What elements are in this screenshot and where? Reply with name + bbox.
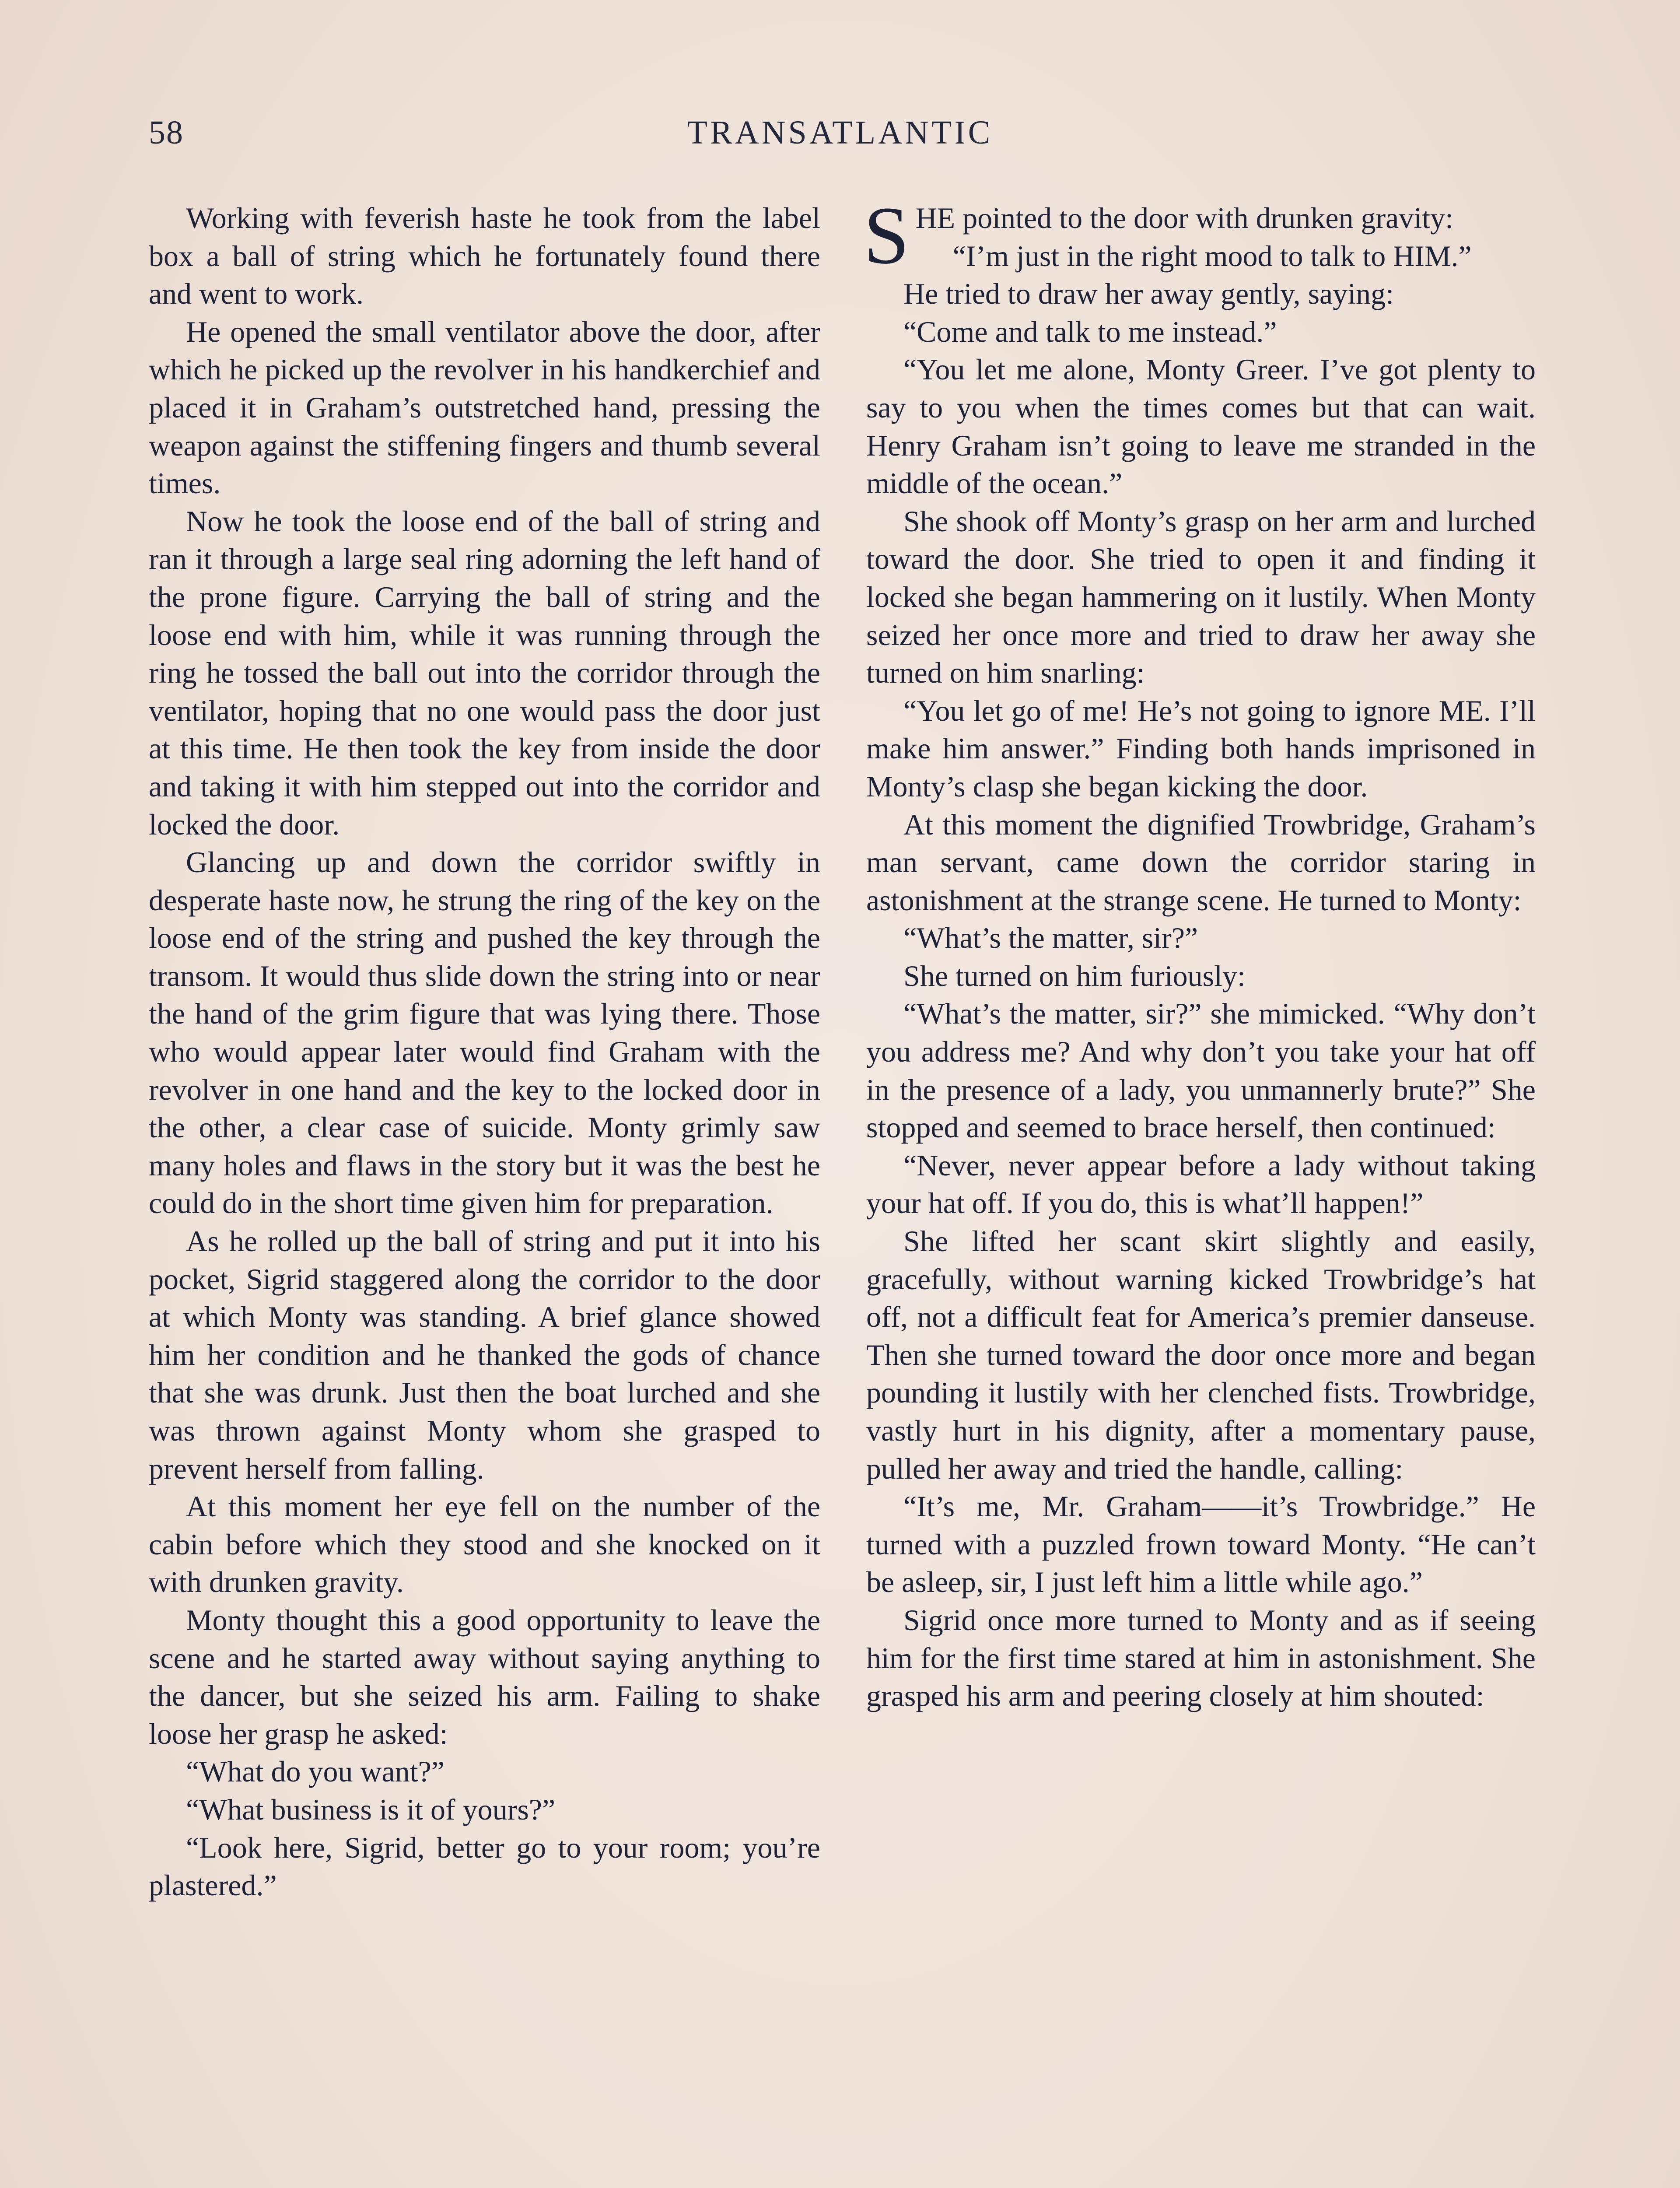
paragraph: “What do you want?” [186,1755,444,1788]
paragraph: “You let go of me! He’s not going to ignore ME. I’ll make him answer.” Finding both hands imprisoned in Monty’s clasp she began kicking the door. [866,694,1536,803]
opening-text: HE pointed to the door with drunken gravity: [915,201,1454,235]
page-number: 58 [149,114,184,151]
running-title: TRANSATLANTIC [687,114,993,151]
paragraph: Sigrid once more turned to Monty and as if seeing him for the first time stared at him in astonishment. She grasped his arm and peering closely at him shouted: [866,1603,1536,1713]
paragraph: Glancing up and down the corridor swiftly in desperate haste now, he strung the ring of the key on the loose end of the string and pushed the key through the transom. It would thus slide down the string into or near the hand of the grim figure that was lying there. Those who would appear later would find Graham with the revolver in one hand and the key to the locked door in the other, a clear case of suicide. Monty grimly saw many holes and flaws in the story but it was the best he could do in the short time given him for preparation. [149,845,820,1220]
paragraph: Working with feverish haste he took from the label box a ball of string which he fortunately found there and went to work. [149,201,820,311]
paragraph: At this moment the dignified Trowbridge, Graham’s man servant, came down the corridor staring in astonishment at the strange scene. He turned to Monty: [866,807,1536,917]
paragraph: At this moment her eye fell on the number of the cabin before which they stood and she knocked on it with drunken gravity. [149,1490,820,1599]
paragraph: Monty thought this a good opportunity to leave the scene and he started away without saying anything to the dancer, but she seized his arm. Failing to shake loose her grasp he asked: [149,1603,820,1750]
paragraph: She lifted her scant skirt slightly and easily, gracefully, without warning kicked Trowbridge’s hat off, not a difficult feat for America’s premier danseuse. Then she turned toward the door once more and began pounding it lustily with her clenched fists. Trowbridge, vastly hurt in his dignity, after a momentary pause, pulled her away and tried the handle, calling: [866,1224,1536,1485]
right-column [864,189,1536,1715]
paragraph: She shook off Monty’s grasp on her arm and lurched toward the door. She tried to open it and finding it locked she began hammering on it lustily. When Monty seized her once more and tried to draw her away she turned on him snarling: [866,504,1536,690]
paragraph: As he rolled up the ball of string and put it into his pocket, Sigrid staggered along the corridor to the door at which Monty was standing. A brief glance showed him her condition and he thanked the gods of chance that she was drunk. Just then the boat lurched and she was thrown against Monty whom she grasped to prevent herself from falling. [149,1224,820,1485]
paragraph: “I’m just in the right mood to talk to HIM.” [952,239,1472,273]
paragraph: “What business is it of yours?” [186,1792,556,1826]
paragraph: “Never, never appear before a lady without taking your hat off. If you do, this is what’ll happen!” [866,1148,1536,1220]
drop-cap: S [864,189,910,281]
paragraph: He opened the small ventilator above the door, after which he picked up the revolver in his handkerchief and placed it in Graham’s outstretched hand, pressing the weapon against the stiffening fingers and thumb several times. [149,315,820,500]
paragraph: “Come and talk to me instead.” [903,315,1277,348]
paragraph: He tried to draw her away gently, saying: [903,277,1394,311]
paragraph: “Look here, Sigrid, better go to your room; you’re plastered.” [149,1830,820,1902]
paragraph: Now he took the loose end of the ball of string and ran it through a large seal ring adorning the left hand of the prone figure. Carrying the ball of string and the loose end with him, while it was running through the ring he tossed the ball out into the corridor through the ventilator, hoping that no one would pass the door just at this time. He then took the key from inside the door and taking it with him stepped out into the corridor and locked the door. [149,504,820,841]
paragraph: “What’s the matter, sir?” she mimicked. “Why don’t you address me? And why don’t you take your hat off in the presence of a lady, you unmannerly brute?” She stopped and seemed to brace herself, then continued: [866,997,1536,1144]
paragraph: “What’s the matter, sir?” [903,921,1198,955]
paragraph: She turned on him furiously: [903,959,1246,992]
paragraph: “It’s me, Mr. Graham——it’s Trowbridge.” He turned with a puzzled frown toward Monty. “He can’t be asleep, sir, I just left him a little while ago.” [866,1490,1536,1599]
paragraph: “You let me alone, Monty Greer. I’ve got plenty to say to you when the times comes but that can wait. Henry Graham isn’t going to leave me stranded in the middle of the ocean.” [866,353,1536,500]
left-column [149,199,820,1904]
